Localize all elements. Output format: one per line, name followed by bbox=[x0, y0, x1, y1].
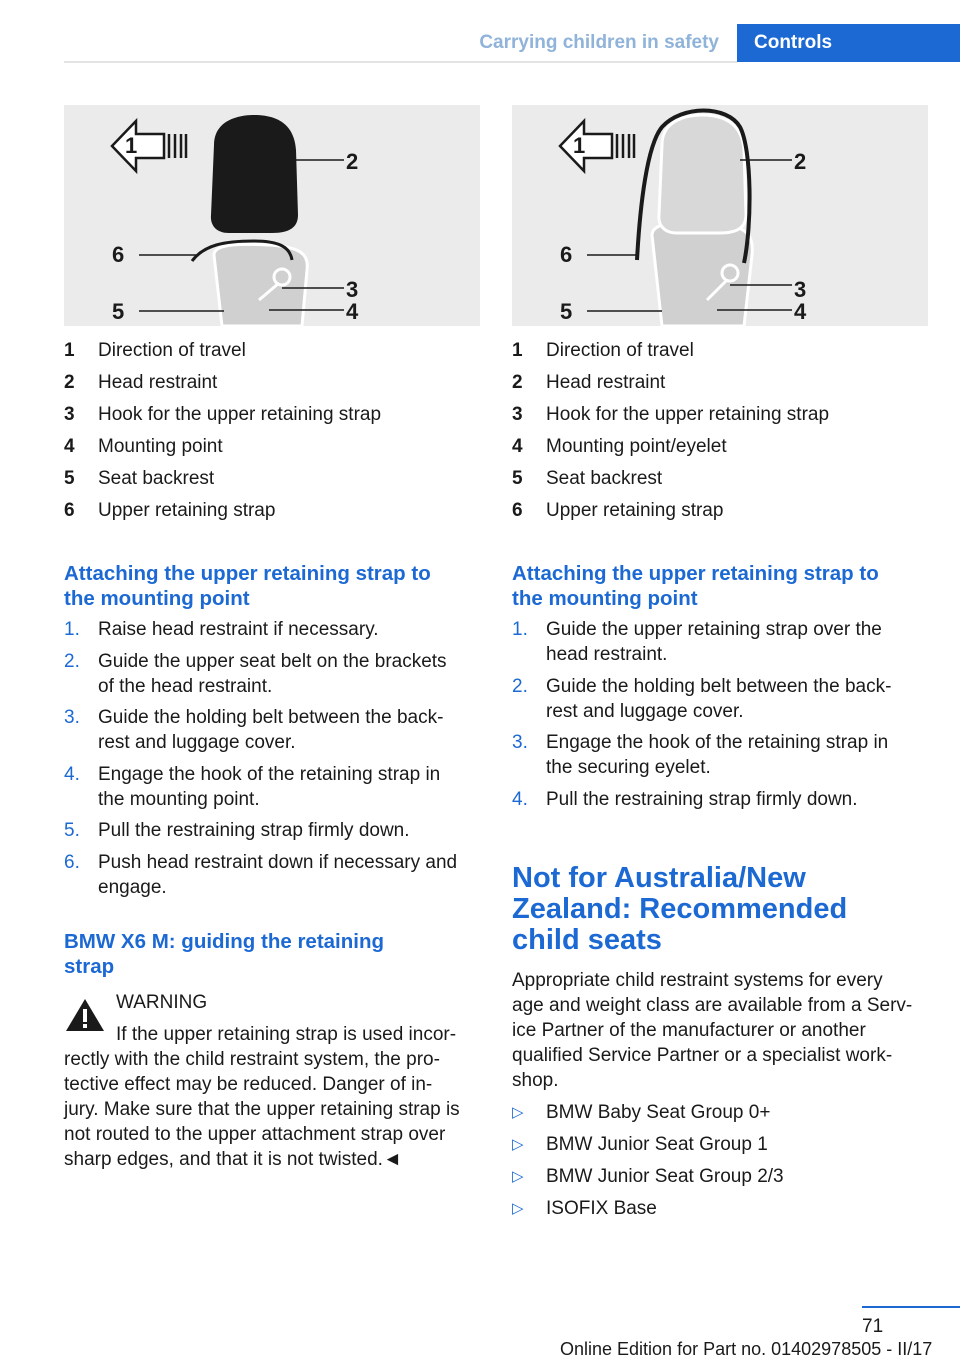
step-item: 6. Push head restraint down if necessary and engage. bbox=[64, 851, 458, 898]
figure-callout-6: 6 bbox=[112, 242, 125, 267]
section-heading: BMW X6 M: guiding the retaining strap bbox=[64, 930, 385, 978]
legend-item: 6 Upper retaining strap bbox=[64, 500, 276, 521]
section-attach-right bbox=[512, 561, 932, 818]
bullet-triangle-icon: ▷ bbox=[512, 1104, 524, 1121]
legend-item: 1 Direction of travel bbox=[512, 340, 694, 361]
page-number: 71 bbox=[862, 1316, 884, 1337]
seat-list bbox=[512, 1100, 932, 1228]
footer-rule bbox=[862, 1306, 960, 1308]
bullet-triangle-icon: ▷ bbox=[512, 1168, 524, 1185]
section-recommended-seats bbox=[512, 863, 932, 1228]
header-rule bbox=[64, 61, 737, 63]
step-item: 1. Raise head restraint if necessary. bbox=[64, 619, 379, 640]
direction-arrow-icon bbox=[560, 121, 634, 171]
legend-item: 4 Mounting point/eyelet bbox=[512, 436, 727, 457]
list-item: ▷ BMW Junior Seat Group 2/3 bbox=[512, 1164, 932, 1196]
seat-backrest-shape bbox=[214, 244, 307, 326]
figure-legend-right bbox=[512, 338, 932, 530]
figure-callout-5: 5 bbox=[560, 299, 573, 324]
list-item: ▷ ISOFIX Base bbox=[512, 1196, 932, 1228]
bullet-triangle-icon: ▷ bbox=[512, 1136, 524, 1153]
head-restraint-shape bbox=[659, 115, 746, 233]
section-x6m bbox=[64, 929, 484, 979]
figure-callout-5: 5 bbox=[112, 299, 125, 324]
running-header-section: Carrying children in safety bbox=[479, 32, 719, 53]
step-item: 4. Pull the restraining strap firmly down. bbox=[512, 788, 858, 810]
figure-callout-4: 4 bbox=[794, 299, 807, 324]
chapter-tab: Controls bbox=[737, 24, 960, 62]
step-item: 5. Pull the restraining strap firmly down. bbox=[64, 820, 410, 841]
legend-item: 6 Upper retaining strap bbox=[512, 500, 724, 521]
legend-item: 3 Hook for the upper retaining strap bbox=[64, 404, 382, 425]
recommended-paragraph: Appropriate child restraint systems for every age and weight class are available from a Serv‐ ice Partner of the manufacturer or another qualified Service Partner or a specialist work‐ shop. bbox=[512, 970, 913, 1091]
figure-callout-1: 1 bbox=[573, 133, 586, 158]
figure-headrest-strap-left bbox=[64, 105, 480, 326]
step-item: 3. Guide the holding belt between the back‐ rest and luggage cover. bbox=[64, 707, 444, 753]
warning-label: WARNING bbox=[116, 992, 208, 1013]
step-item: 3. Engage the hook of the retaining strap in the securing eyelet. bbox=[512, 732, 889, 778]
step-item: 2. Guide the holding belt between the back‐ rest and luggage cover. bbox=[512, 675, 892, 722]
figure-callout-3: 3 bbox=[346, 277, 359, 302]
figure-callout-1: 1 bbox=[125, 133, 138, 158]
legend-item: 5 Seat backrest bbox=[512, 468, 663, 489]
figure-headrest-strap-right bbox=[512, 105, 928, 326]
list-item: ▷ BMW Junior Seat Group 1 bbox=[512, 1132, 932, 1164]
figure-callout-6: 6 bbox=[560, 242, 573, 267]
legend-item: 3 Hook for the upper retaining strap bbox=[512, 404, 830, 425]
edition-line: Online Edition for Part no. 01402978505 - II/17 bbox=[560, 1339, 933, 1359]
legend-item: 5 Seat backrest bbox=[64, 468, 215, 489]
list-item: ▷ BMW Baby Seat Group 0+ bbox=[512, 1100, 932, 1132]
legend-item: 4 Mounting point bbox=[64, 436, 223, 457]
step-item: 4. Engage the hook of the retaining strap in the mounting point. bbox=[64, 763, 441, 810]
step-item: 1. Guide the upper retaining strap over the head restraint. bbox=[512, 619, 882, 665]
direction-arrow-icon bbox=[112, 121, 186, 171]
figure-callout-2: 2 bbox=[794, 149, 807, 174]
steps-list bbox=[512, 617, 932, 812]
legend-item: 2 Head restraint bbox=[64, 372, 218, 393]
warning-text: If the upper retaining strap is used incor‐ rectly with the child restraint system, the pro‐ tective effect may be reduced. Danger of in‐ jury. Make sure that the upper retaining strap is not routed to the upper attachment strap over sharp edges, and that it is not twisted.◄ bbox=[64, 1024, 460, 1170]
figure-callout-3: 3 bbox=[794, 277, 807, 302]
figure-callout-4: 4 bbox=[346, 299, 359, 324]
step-item: 2. Guide the upper seat belt on the brackets of the head restraint. bbox=[64, 650, 447, 697]
section-attach-left bbox=[64, 561, 484, 906]
section-heading: Attaching the upper retaining strap to the mounting point bbox=[64, 562, 431, 610]
main-heading: Not for Australia/New Zealand: Recommended child seats bbox=[512, 862, 848, 956]
figure-legend-left bbox=[64, 338, 484, 530]
steps-list bbox=[64, 617, 484, 900]
legend-item: 1 Direction of travel bbox=[64, 340, 246, 361]
figure-callout-2: 2 bbox=[346, 149, 359, 174]
bullet-triangle-icon: ▷ bbox=[512, 1200, 524, 1217]
legend-item: 2 Head restraint bbox=[512, 372, 666, 393]
section-heading: Attaching the upper retaining strap to the mounting point bbox=[512, 562, 879, 610]
head-restraint-shape bbox=[211, 115, 298, 233]
